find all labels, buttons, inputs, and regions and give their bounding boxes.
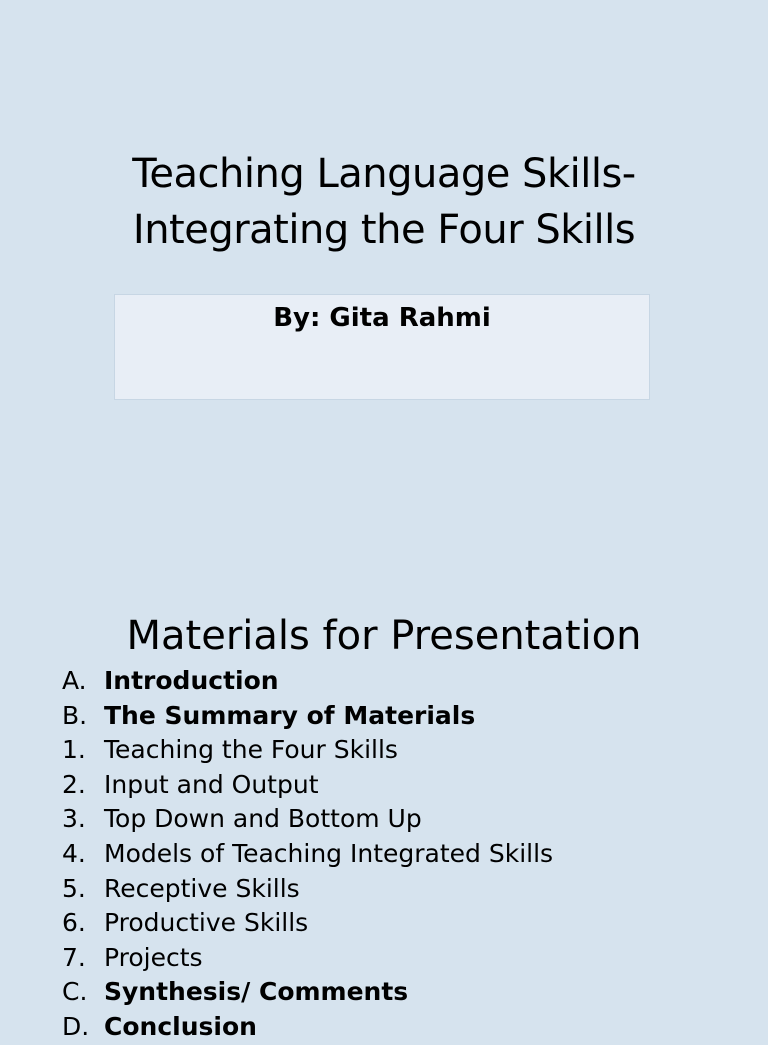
list-item-marker: D.: [62, 1011, 90, 1041]
list-item-marker: 2.: [62, 769, 86, 799]
materials-list-item: [62, 941, 553, 976]
author-name: By: Gita Rahmi: [273, 303, 491, 333]
list-item-marker: C.: [62, 977, 88, 1007]
list-item-marker: B.: [62, 700, 88, 730]
materials-list-item: [62, 872, 553, 907]
list-item-text: Projects: [104, 942, 203, 972]
list-item-text: Introduction: [104, 666, 279, 695]
list-item-text: The Summary of Materials: [104, 700, 476, 730]
materials-list-item: [62, 733, 553, 768]
list-item-marker: A.: [62, 666, 87, 695]
materials-list-item: [62, 699, 553, 734]
list-item-marker: 5.: [62, 873, 86, 903]
list-item-text: Conclusion: [104, 1011, 257, 1041]
materials-list: [62, 664, 553, 1045]
slide-title-line-2: Integrating the Four Skills: [132, 207, 636, 253]
list-item-text: Receptive Skills: [104, 873, 300, 903]
materials-heading: Materials for Presentation: [126, 613, 642, 659]
list-item-marker: 1.: [62, 735, 86, 765]
materials-list-item: [62, 1010, 553, 1045]
materials-list-item: [62, 802, 553, 837]
list-item-text: Productive Skills: [104, 908, 309, 938]
materials-slide: [0, 580, 768, 1041]
slide-title-line-1: Teaching Language Skills-: [132, 151, 636, 197]
materials-list-item: [62, 906, 553, 941]
materials-list-item: [62, 975, 553, 1010]
author-text-box: [114, 294, 650, 400]
list-item-text: Models of Teaching Integrated Skills: [104, 838, 554, 868]
materials-list-item: [62, 768, 553, 803]
list-item-text: Teaching the Four Skills: [104, 735, 398, 765]
list-item-text: Top Down and Bottom Up: [104, 804, 422, 834]
list-item-marker: 7.: [62, 942, 86, 972]
materials-list-item: [62, 837, 553, 872]
list-item-marker: 6.: [62, 908, 86, 938]
materials-list-item: [62, 664, 553, 699]
list-item-marker: 4.: [62, 838, 86, 868]
list-item-text: Synthesis/ Comments: [104, 977, 409, 1007]
slide-title: [0, 146, 768, 258]
list-item-text: Input and Output: [104, 769, 319, 799]
list-item-marker: 3.: [62, 804, 86, 834]
